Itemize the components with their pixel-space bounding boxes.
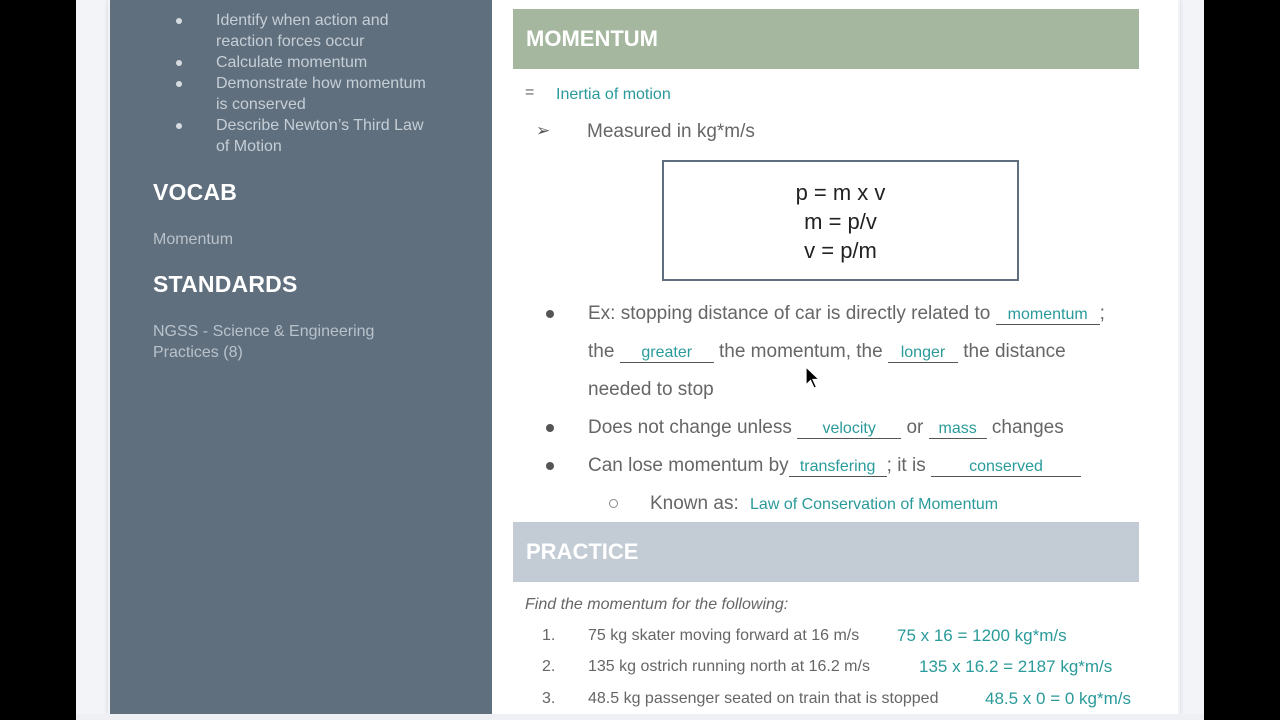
text: changes bbox=[991, 417, 1064, 438]
hollow-bullet-icon bbox=[609, 499, 618, 508]
fill-in-blank: velocity bbox=[797, 420, 901, 439]
problem-answer: 75 x 16 = 1200 kg*m/s bbox=[897, 626, 1067, 645]
bullet-icon bbox=[176, 123, 182, 129]
problem-question: 48.5 kg passenger seated on train that is stopped bbox=[588, 690, 939, 707]
bullet-line: needed to stop bbox=[588, 379, 714, 400]
arrow-bullet-icon: ➢ bbox=[536, 121, 551, 140]
equals-symbol: = bbox=[525, 84, 535, 101]
formula-box bbox=[662, 160, 1019, 281]
vocab-text: Momentum bbox=[153, 231, 234, 248]
objective-text: Identify when action and bbox=[216, 12, 389, 29]
fill-in-blank: longer bbox=[888, 344, 958, 363]
problem-question: 135 kg ostrich running north at 16.2 m/s bbox=[588, 658, 870, 675]
fill-in-blank: transfering bbox=[789, 458, 887, 477]
text: the bbox=[588, 341, 615, 362]
problem-question: 75 kg skater moving forward at 16 m/s bbox=[588, 627, 860, 644]
bullet-line bbox=[588, 455, 1081, 477]
objective-text: is conserved bbox=[216, 96, 306, 113]
section-title: MOMENTUM bbox=[526, 26, 658, 51]
letterbox-left bbox=[0, 0, 76, 720]
formula-line: m = p/v bbox=[804, 209, 877, 234]
text: the distance bbox=[963, 341, 1066, 362]
text: Ex: stopping distance of car is directly related to bbox=[588, 303, 991, 324]
bullet-icon bbox=[546, 310, 554, 318]
answer-text: Law of Conservation of Momentum bbox=[750, 496, 999, 513]
bullet-icon bbox=[546, 462, 554, 470]
bullet-line bbox=[588, 417, 1064, 439]
objective-item bbox=[110, 52, 460, 73]
objective-text: of Motion bbox=[216, 138, 282, 155]
bullet-line bbox=[588, 303, 1105, 325]
text: ; bbox=[1099, 303, 1105, 324]
objective-text: Demonstrate how momentum bbox=[216, 75, 426, 92]
standards-line: NGSS - Science & Engineering bbox=[153, 323, 375, 340]
bullet-icon bbox=[546, 424, 554, 432]
fill-in-blank: greater bbox=[620, 344, 714, 363]
text: Known as: bbox=[650, 493, 739, 514]
standards-line: Practices (8) bbox=[153, 344, 243, 361]
objective-text: Describe Newton’s Third Law bbox=[216, 117, 424, 134]
practice-instructions: Find the momentum for the following: bbox=[525, 596, 789, 613]
objective-item bbox=[110, 115, 460, 157]
units-text: Measured in kg*m/s bbox=[587, 121, 755, 142]
objective-item bbox=[110, 10, 460, 52]
vocab-heading: VOCAB bbox=[153, 179, 238, 205]
problem-number: 2. bbox=[542, 658, 556, 675]
objective-item bbox=[110, 73, 460, 115]
letterbox-right bbox=[1204, 0, 1280, 720]
standards-heading: STANDARDS bbox=[153, 271, 298, 297]
sub-bullet-line bbox=[650, 493, 998, 515]
standards-text bbox=[153, 321, 453, 363]
text: Does not change unless bbox=[588, 417, 792, 438]
momentum-section-header bbox=[513, 9, 1139, 69]
definition-text: Inertia of motion bbox=[556, 86, 671, 103]
text: or bbox=[906, 417, 924, 438]
bullet-icon bbox=[176, 81, 182, 87]
practice-section-header bbox=[513, 522, 1139, 582]
formula-line: p = m x v bbox=[795, 180, 886, 205]
bullet-line bbox=[588, 341, 1066, 363]
fill-in-blank: momentum bbox=[996, 306, 1100, 325]
bullet-icon bbox=[176, 60, 182, 66]
text: the momentum, the bbox=[718, 341, 883, 362]
main-content bbox=[492, 0, 1178, 714]
problem-number: 1. bbox=[542, 627, 556, 644]
problem-answer: 48.5 x 0 = 0 kg*m/s bbox=[985, 689, 1131, 708]
fill-in-blank: mass bbox=[929, 420, 987, 439]
problem-number: 3. bbox=[542, 690, 556, 707]
text: Can lose momentum by bbox=[588, 455, 789, 476]
formula-line: v = p/m bbox=[804, 238, 877, 263]
sidebar-panel bbox=[110, 0, 492, 714]
bullet-icon bbox=[176, 18, 182, 24]
section-title: PRACTICE bbox=[526, 539, 639, 564]
objectives-list bbox=[110, 10, 492, 157]
objective-text: reaction forces occur bbox=[216, 33, 365, 50]
objective-text: Calculate momentum bbox=[216, 54, 368, 71]
problem-answer: 135 x 16.2 = 2187 kg*m/s bbox=[919, 657, 1113, 676]
page-bottom-edge bbox=[76, 714, 1204, 720]
fill-in-blank: conserved bbox=[931, 458, 1081, 477]
text: ; it is bbox=[886, 455, 926, 476]
mouse-pointer-icon bbox=[805, 366, 821, 390]
